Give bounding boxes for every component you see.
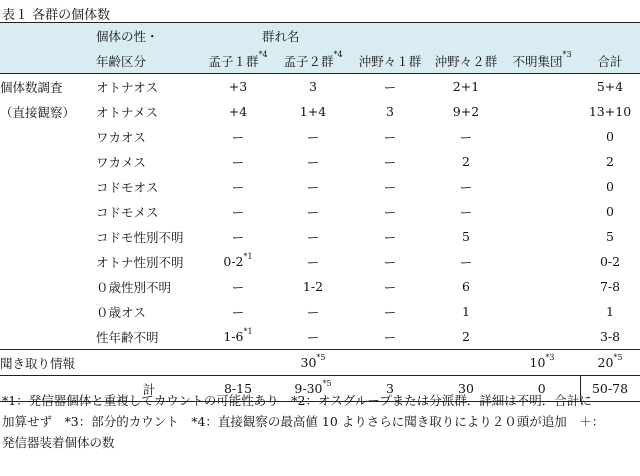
row-label: コドモオス [96, 179, 159, 195]
row-value-cell: ー [383, 279, 397, 295]
row-value-cell: ー [306, 179, 320, 195]
section-label-empty [0, 274, 96, 299]
table-row [0, 299, 640, 324]
footnote-line: 発信器装着個体の数 [2, 435, 115, 450]
row-value-cell: ー [231, 204, 245, 220]
row-value-cell: ー [306, 154, 320, 170]
hearing-row [0, 350, 640, 376]
row-value-cell: ー [306, 204, 320, 220]
row-value-cell: 3 [309, 79, 317, 94]
row-label: コドモ性別不明 [96, 229, 184, 245]
header-row-2 [0, 48, 640, 74]
row-total-cell: 1 [606, 304, 614, 319]
row-value-cell [504, 199, 580, 224]
row-value-cell: ー [383, 329, 397, 345]
row-total-cell: 0 [606, 179, 614, 194]
table-row [0, 324, 640, 350]
header-group-3: 沖野々１群 [352, 48, 428, 74]
table-row [0, 124, 640, 149]
row-total-cell: 0 [606, 204, 614, 219]
row-value-cell: ー [231, 129, 245, 145]
row-value-cell [504, 149, 580, 174]
row-total-cell: 2 [606, 154, 614, 169]
row-value-cell [504, 224, 580, 249]
header-group-5: 不明集団$^{*3}$ [504, 48, 580, 74]
row-label: ０歳オス [96, 304, 146, 320]
table-row [0, 74, 640, 100]
row-value-cell: 1 [462, 304, 470, 319]
row-value-cell: ー [306, 229, 320, 245]
row-value-cell: ー [459, 179, 473, 195]
row-value-cell [504, 74, 580, 100]
row-label: オトナメス [96, 104, 159, 120]
row-value-cell: ー [383, 154, 397, 170]
row-value-cell: 1-6$^{*1}$ [223, 327, 253, 344]
table-row [0, 174, 640, 199]
table-row [0, 199, 640, 224]
row-value-cell [504, 174, 580, 199]
population-table [0, 22, 640, 402]
row-value-cell [504, 324, 580, 350]
header-class-line1: 個体の性・ [96, 23, 202, 49]
row-total-cell: 13+10 [588, 104, 632, 119]
total-value-grand: 50-78 [580, 376, 640, 402]
row-total-cell: 0 [606, 129, 614, 144]
row-value-cell: ー [383, 254, 397, 270]
row-value-cell: 9+2 [452, 104, 480, 119]
section-label-line2: （直接観察） [0, 104, 76, 120]
row-total-cell: 7-8 [599, 279, 621, 294]
row-value-cell: ー [459, 129, 473, 145]
row-value-cell [504, 124, 580, 149]
header-group-4: 沖野々２群 [428, 48, 504, 74]
row-value-cell: ー [231, 179, 245, 195]
row-value-cell: 6 [462, 279, 470, 294]
table-row [0, 99, 640, 124]
section-label-empty [0, 224, 96, 249]
header-group-label: 群れ名 [202, 23, 580, 49]
row-value-cell: ー [306, 254, 320, 270]
section-label-empty [0, 199, 96, 224]
header-group-2: 孟子２群$^{*4}$ [274, 48, 352, 74]
row-label: オトナ性別不明 [96, 254, 184, 270]
row-value-cell: ー [231, 279, 245, 295]
header-row-1 [0, 23, 640, 49]
row-value-cell: ー [231, 304, 245, 320]
total-value-2: 9-30$^{*5}$ [274, 376, 352, 402]
section-label-empty [0, 249, 96, 274]
hearing-value-total: 20$^{*5}$ [580, 350, 640, 376]
hearing-value-unknown: 10$^{*3}$ [504, 350, 580, 376]
row-label: コドモメス [96, 204, 159, 220]
table-row [0, 274, 640, 299]
row-value-cell: ー [459, 254, 473, 270]
table-row [0, 149, 640, 174]
row-total-cell: 5+4 [596, 79, 624, 94]
total-value-3: 3 [352, 376, 428, 402]
row-value-cell: 1-2 [302, 279, 324, 294]
row-total-cell: 0-2 [599, 254, 621, 269]
row-label: ワカメス [96, 154, 147, 170]
table-row [0, 224, 640, 249]
row-total-cell: 5 [606, 229, 614, 244]
total-value-5: 0 [504, 376, 580, 402]
row-value-cell: ー [306, 329, 320, 345]
section-label-line1: 個体数調査 [0, 79, 63, 95]
row-value-cell: 3 [386, 104, 394, 119]
header-class-line2: 年齢区分 [96, 48, 202, 74]
row-value-cell: ー [306, 129, 320, 145]
row-value-cell: ー [383, 204, 397, 220]
row-value-cell: 0-2$^{*1}$ [223, 252, 253, 269]
row-value-cell: ー [231, 154, 245, 170]
footnote-line: 加算せず *3：部分的カウント *4：直接観察の最高値 10 よりさらに聞き取りにより２０頭が追加 ＋： [2, 414, 605, 429]
row-value-cell [504, 299, 580, 324]
row-value-cell [504, 99, 580, 124]
row-value-cell: ー [383, 304, 397, 320]
hearing-label: 聞き取り情報 [0, 350, 202, 376]
row-value-cell: 5 [462, 229, 470, 244]
table-caption: 表１ 各群の個体数 [2, 8, 111, 23]
total-value-4: 30 [428, 376, 504, 402]
row-value-cell: 2 [462, 154, 470, 169]
header-group-1: 孟子１群$^{*4}$ [202, 48, 274, 74]
table-row [0, 249, 640, 274]
row-value-cell [504, 249, 580, 274]
row-value-cell: 2 [462, 329, 470, 344]
row-value-cell: ー [383, 179, 397, 195]
row-value-cell: ー [306, 304, 320, 320]
section-label-empty [0, 324, 96, 350]
row-value-cell: ー [459, 204, 473, 220]
row-value-cell: +3 [228, 79, 248, 94]
total-value-1: 8-15 [202, 376, 274, 402]
row-value-cell: 1+4 [299, 104, 327, 119]
header-total: 合計 [580, 48, 640, 74]
hearing-value-group2: 30$^{*5}$ [274, 350, 352, 376]
section-label-empty [0, 149, 96, 174]
row-value-cell: ー [383, 79, 397, 95]
section-label-empty [0, 174, 96, 199]
section-label-empty [0, 299, 96, 324]
section-label-empty [0, 124, 96, 149]
row-value-cell: 2+1 [452, 79, 480, 94]
row-value-cell: ー [383, 129, 397, 145]
footnotes [2, 390, 638, 453]
row-value-cell: +4 [228, 104, 248, 119]
row-label: ワカオス [96, 129, 146, 145]
row-label: オトナオス [96, 79, 159, 95]
row-total-cell: 3-8 [599, 329, 621, 344]
total-label: 計 [96, 376, 202, 402]
row-label: 性年齢不明 [96, 329, 159, 345]
row-value-cell: ー [231, 229, 245, 245]
row-value-cell [504, 274, 580, 299]
row-label: ０歳性別不明 [96, 279, 172, 295]
row-value-cell: ー [383, 229, 397, 245]
footnote-line: *1：発信器個体と重複してカウントの可能性あり *2：オスグループまたは分派群．詳細は不明．合計に [2, 393, 592, 408]
